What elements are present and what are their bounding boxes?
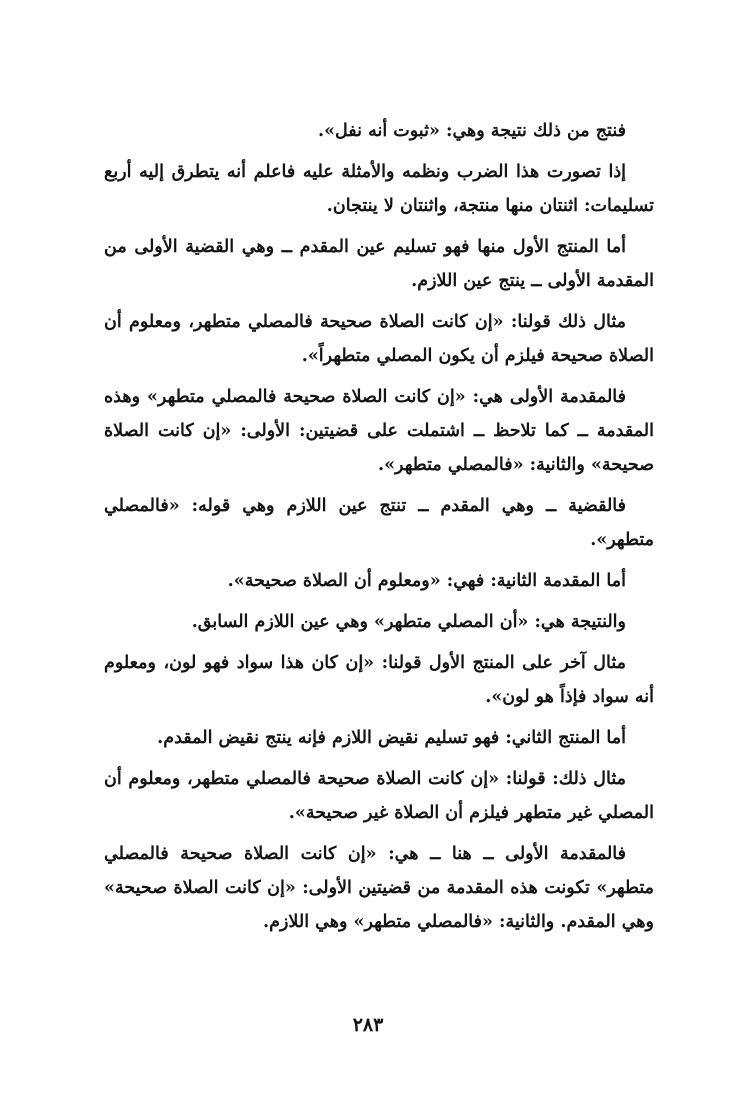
paragraph-10: أما المنتج الثاني: فهو تسليم نقيض اللازم فإنه ينتج نقيض المقدم. (157, 728, 626, 748)
paragraph-7: أما المقدمة الثانية: فهي: «ومعلوم أن الصلاة صحيحة». (227, 571, 626, 591)
paragraph-1: فنتج من ذلك نتيجة وهي: «ثبوت أنه نفل». (317, 121, 626, 141)
page-number: ٢٨٣ (352, 1014, 384, 1036)
paragraph-12: فالمقدمة الأولى ــ هنا ــ هي: «إن كانت الصلاة صحيحة فالمصلي متطهر» تكونت هذه المقدمة من قضيتين الأولى: «إن كانت الصلاة صحيحة» وهي المقدم. والثانية: «فالمصلي متطهر» وهي اللازم. (104, 844, 654, 932)
body-text (104, 114, 654, 946)
paragraph-6: فالقضية ــ وهي المقدم ــ تنتج عين اللازم وهي قوله: «فالمصلي متطهر». (104, 496, 654, 550)
paragraph-5: فالمقدمة الأولى هي: «إن كانت الصلاة صحيحة فالمصلي متطهر» وهذه المقدمة ــ كما تلاحظ ــ اشتملت على قضيتين: الأولى: «إن كانت الصلاة صحيحة» والثانية: «فالمصلي متطهر». (104, 387, 654, 475)
paragraph-9: مثال آخر على المنتج الأول قولنا: «إن كان هذا سواد فهو لون، ومعلوم أنه سواد فإذاً هو لون». (104, 653, 654, 707)
paragraph-8: والنتيجة هي: «أن المصلي متطهر» وهي عين اللازم السابق. (191, 612, 626, 632)
paragraph-11: مثال ذلك: قولنا: «إن كانت الصلاة صحيحة فالمصلي متطهر، ومعلوم أن المصلي غير متطهر فيلزم أن الصلاة غير صحيحة». (104, 769, 654, 823)
paragraph-3: أما المنتج الأول منها فهو تسليم عين المقدم ــ وهي القضية الأولى من المقدمة الأولى ــ ينتج عين اللازم. (104, 237, 654, 291)
paragraph-4: مثال ذلك قولنا: «إن كانت الصلاة صحيحة فالمصلي متطهر، ومعلوم أن الصلاة صحيحة فيلزم أن يكون المصلي متطهراً». (104, 312, 654, 366)
paragraph-2: إذا تصورت هذا الضرب ونظمه والأمثلة عليه فاعلم أنه يتطرق إليه أربع تسليمات: اثنتان منها منتجة، واثنتان لا ينتجان. (104, 162, 654, 216)
